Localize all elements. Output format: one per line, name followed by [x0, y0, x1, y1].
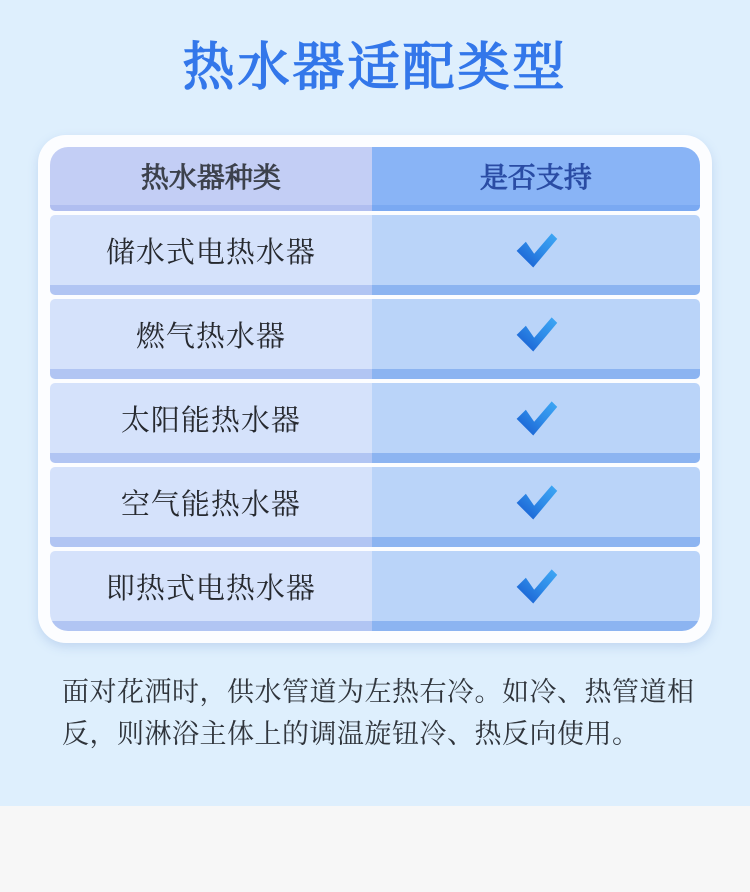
- row-type-label: 即热式电热水器: [50, 551, 372, 621]
- note-text: 面对花洒时，供水管道为左热右冷。如冷、热管道相反，则淋浴主体上的调温旋钮冷、热反向使用。: [62, 677, 695, 750]
- check-icon: [512, 230, 560, 270]
- table-row: [50, 551, 700, 631]
- support-cell: [372, 299, 700, 369]
- check-icon: [512, 482, 560, 522]
- row-edge: [50, 621, 700, 631]
- table-row: [50, 383, 700, 463]
- check-icon: [512, 398, 560, 438]
- row-type-label: 储水式电热水器: [50, 215, 372, 285]
- row-edge: [50, 369, 700, 379]
- header-edge: [50, 205, 700, 211]
- table-row: [50, 215, 700, 295]
- page-title: 热水器适配类型: [182, 39, 568, 97]
- compat-table: [38, 135, 712, 643]
- row-type-label: 燃气热水器: [50, 299, 372, 369]
- row-edge: [50, 285, 700, 295]
- row-edge: [50, 537, 700, 547]
- col-header-support: 是否支持: [372, 147, 700, 205]
- col-header-type: 热水器种类: [50, 147, 372, 205]
- check-icon: [512, 566, 560, 606]
- support-cell: [372, 215, 700, 285]
- table-row: [50, 299, 700, 379]
- row-type-label: 太阳能热水器: [50, 383, 372, 453]
- support-cell: [372, 551, 700, 621]
- table-header: [50, 147, 700, 211]
- row-type-label: 空气能热水器: [50, 467, 372, 537]
- support-cell: [372, 383, 700, 453]
- table-row: [50, 467, 700, 547]
- check-icon: [512, 314, 560, 354]
- row-edge: [50, 453, 700, 463]
- support-cell: [372, 467, 700, 537]
